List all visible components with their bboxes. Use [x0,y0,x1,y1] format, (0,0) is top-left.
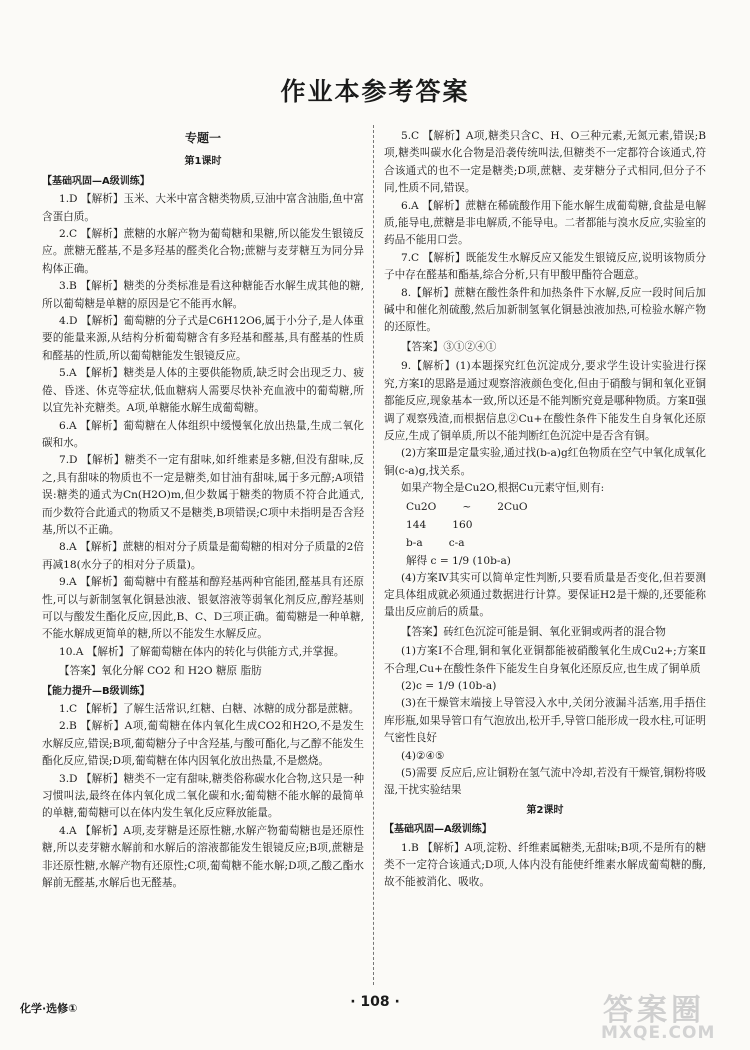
answer-item: 4.D 【解析】葡萄糖的分子式是C6H12O6,属于小分子,是人体重要的能量来源,从结构分析葡萄糖含有多羟基和醛基,具有醛基的性质和醛基的性质,所以葡萄糖能发生银镜反应。 [42,315,364,362]
answer-item: 9.A 【解析】葡萄糖中有醛基和醇羟基两种官能团,醛基具有还原性,可以与新制氢氧化铜悬浊液、银氨溶液等弱氧化剂反应,醇羟基则可以与酸发生酯化反应,因此,B、C、D三项正确。葡萄糖是一种单糖,不能水解成更简单的糖,所以不能发生水解反应。 [42,576,364,641]
answer-item: (2)c = 1/9 (10b-a) [400,679,497,692]
answer-item: 7.D 【解析】糖类不一定有甜味,如纤维素是多糖,但没有甜味,反之,具有甜味的物质也不一定是糖类,如甘油有甜味,属于多元醇;A项错误:糖类的通式为Cn(H2O)m,但少数属于糖类的物质不符合此通式,而少数符合此通式的物质又不是糖类,B项错误;C项中未指明是否含羟基,所以不正确。 [42,454,364,536]
lesson-heading: 第1课时 [184,156,222,168]
answer-item: 1.B 【解析】A项,淀粉、纤维素属糖类,无甜味;B项,不是所有的糖类不一定符合该通式;D项,人体内没有能使纤维素水解成葡萄糖的酶,故不能被消化、吸收。 [384,841,706,889]
answer-item: 6.A 【解析】蔗糖在稀硫酸作用下能水解生成葡萄糖,食盐是电解质,能导电,蔗糖是非电解质,不能导电。二者都能与溴水反应,实验室的药品不能用口尝。 [384,199,706,247]
level-a-heading: 【基础巩固—A级训练】 [42,175,150,187]
answer-item: 5.A 【解析】糖类是人体的主要供能物质,缺乏时会出现乏力、疲倦、昏迷、休克等症状,低血糖病人需要尽快补充血液中的葡萄糖,所以宜先补充糖类。A项,单糖能水解生成葡萄糖。 [42,367,364,415]
watermark-text-cn: 答案圈 [603,993,705,1028]
answer-item: (4)②④⑤ [400,749,445,762]
calc-term: b-a [406,536,423,549]
answer-key: 【答案】砖红色沉淀可能是铜、氧化亚铜或两者的混合物 [400,625,666,638]
level-a-heading: 【基础巩固—A级训练】 [384,824,492,836]
calc-term: Cu2O [406,500,437,513]
answer-item: (2)方案Ⅲ是定量实验,通过找(b-a)g红色物质在空气中氧化成氧化铜(c-a)g,找关系。 [384,447,706,477]
answer-item: 8.A 【解析】蔗糖的相对分子质量是葡萄糖的相对分子质量的2倍再减18(水分子的相对分子质量)。 [42,541,364,571]
answer-item: 2.C 【解析】蔗糖的水解产物为葡萄糖和果糖,所以能发生银镜反应。蔗糖无醛基,不是多羟基的醛类化合物;蔗糖与麦芽糖互为同分异构体正确。 [42,228,364,275]
answer-item: (5)需要 反应后,应让铜粉在氢气流中冷却,若没有干燥管,铜粉将吸湿,干扰实验结果 [384,767,706,797]
calc-result: 解得 c = 1/9 (10b-a) [406,554,511,567]
calc-term: c-a [448,536,465,549]
calc-term: 144 [406,518,427,531]
answer-item: 8.【解析】蔗糖在酸性条件和加热条件下水解,反应一段时间后加碱中和催化剂硫酸,然后加新制氢氧化铜悬浊液加热,可检验水解产物的还原性。 [384,286,706,334]
answer-item: (1)方案Ⅰ不合理,铜和氧化亚铜都能被硝酸氧化生成Cu2+;方案Ⅱ不合理,Cu+在酸性条件下能发生自身氧化还原反应,也生成了铜单质 [384,645,706,675]
answer-item: (4)方案Ⅳ其实可以简单定性判断,只要看质量是否变化,但若要测定具体组成就必须通过数据进行计算。要保证H2是干燥的,还要能称量出反应前后的质量。 [384,571,706,619]
answer-item: 10.A 【解析】了解葡萄糖在体内的转化与供能方式,并掌握。 [58,645,345,658]
calc-term: 160 [452,518,473,531]
answer-item: 9.【解析】(1)本题探究红色沉淀成分,要求学生设计实验进行探究,方案Ⅰ的思路是通过观察溶液颜色变化,但由于硝酸与铜和氧化亚铜都能反应,现象基本一致,所以还是不能判断究竟是哪种物质。方案Ⅱ强调了观察残渣,而根据信息②Cu+在酸性条件下能发生自身氧化还原反应,生成了铜单质,所以不能判断红色沉淀中是否含有铜。 [384,360,706,442]
footer-subject: 化学·选修① [20,1002,78,1015]
answer-item: 2.B 【解析】A项,葡萄糖在体内氧化生成CO2和H2O,不是发生水解反应,错误;B项,葡萄糖分子中含羟基,与酸可酯化,与乙醇不能发生酯化反应,错误;D项,葡萄糖在体内因氧化放出热量,不是燃烧。 [42,720,364,768]
column-divider [373,125,374,985]
answer-item: 4.A 【解析】A项,麦芽糖是还原性糖,水解产物葡萄糖也是还原性糖,所以麦芽糖水解前和水解后的溶液都能发生银镜反应;B项,蔗糖是非还原性糖,水解产物有还原性;C项,葡萄糖不能水解;D项,乙酸乙酯水解前无醛基,水解后也无醛基。 [42,824,364,890]
answer-item: 如果产物全是Cu2O,根据Cu元素守恒,则有: [400,482,605,495]
left-column [42,128,364,892]
right-column [384,128,706,892]
answer-item: (3)在干燥管末端接上导管浸入水中,关闭分液漏斗活塞,用手捂住库形瓶,如果导管口有气泡放出,松开手,导管口能形成一段水柱,可证明气密性良好 [384,697,706,745]
answer-key: 【答案】氧化分解 CO2 和 H2O 糖原 脂肪 [58,665,262,678]
answer-item: 1.D 【解析】玉米、大米中富含糖类物质,豆油中富含油脂,鱼中富含蛋白质。 [42,193,364,223]
answer-item: 3.D 【解析】糖类不一定有甜味,糖类俗称碳水化合物,这只是一种习惯叫法,最终在体内氧化成二氧化碳和水;葡萄糖不能水解的最简单的单糖,葡萄糖可以在体内发生氧化反应释放能量。 [42,772,364,820]
answer-item: 1.C 【解析】了解生活常识,红糖、白糖、冰糖的成分都是蔗糖。 [58,703,360,715]
answer-item: 6.A 【解析】葡萄糖在人体组织中缓慢氧化放出热量,生成二氧化碳和水。 [42,419,364,449]
calculation-block [384,498,706,570]
answer-key: 【答案】③①②④① [400,340,497,353]
answer-item: 7.C 【解析】既能发生水解反应又能发生银镜反应,说明该物质分子中存在醛基和酯基,综合分析,只有甲酸甲酯符合题意。 [384,251,706,282]
watermark-logo [595,985,745,1045]
page-title: 作业本参考答案 [280,77,470,106]
calc-term: ~ [462,500,472,513]
section-heading: 专题一 [184,131,221,145]
answer-item: 5.C 【解析】A项,糖类只含C、H、O三种元素,无氮元素,错误;B项,糖类叫碳水化合物是沿袭传统叫法,但糖类不一定都符合该通式,符合该通式的也不一定是糖类;D项,蔗糖、麦芽糖分子式相同,但分子不同,性质不同,错误。 [384,130,706,195]
level-b-heading: 【能力提升—B级训练】 [42,685,150,697]
answer-item: 3.B 【解析】糖类的分类标准是看这种糖能否水解生成其他的糖,所以葡萄糖是单糖的原因是它不能再水解。 [42,280,364,310]
page-number: · 108 · [350,994,400,1010]
lesson-heading: 第2课时 [526,804,564,816]
calc-term: 2CuO [497,500,528,513]
watermark-text-en: MXQE.COM [601,1023,716,1043]
